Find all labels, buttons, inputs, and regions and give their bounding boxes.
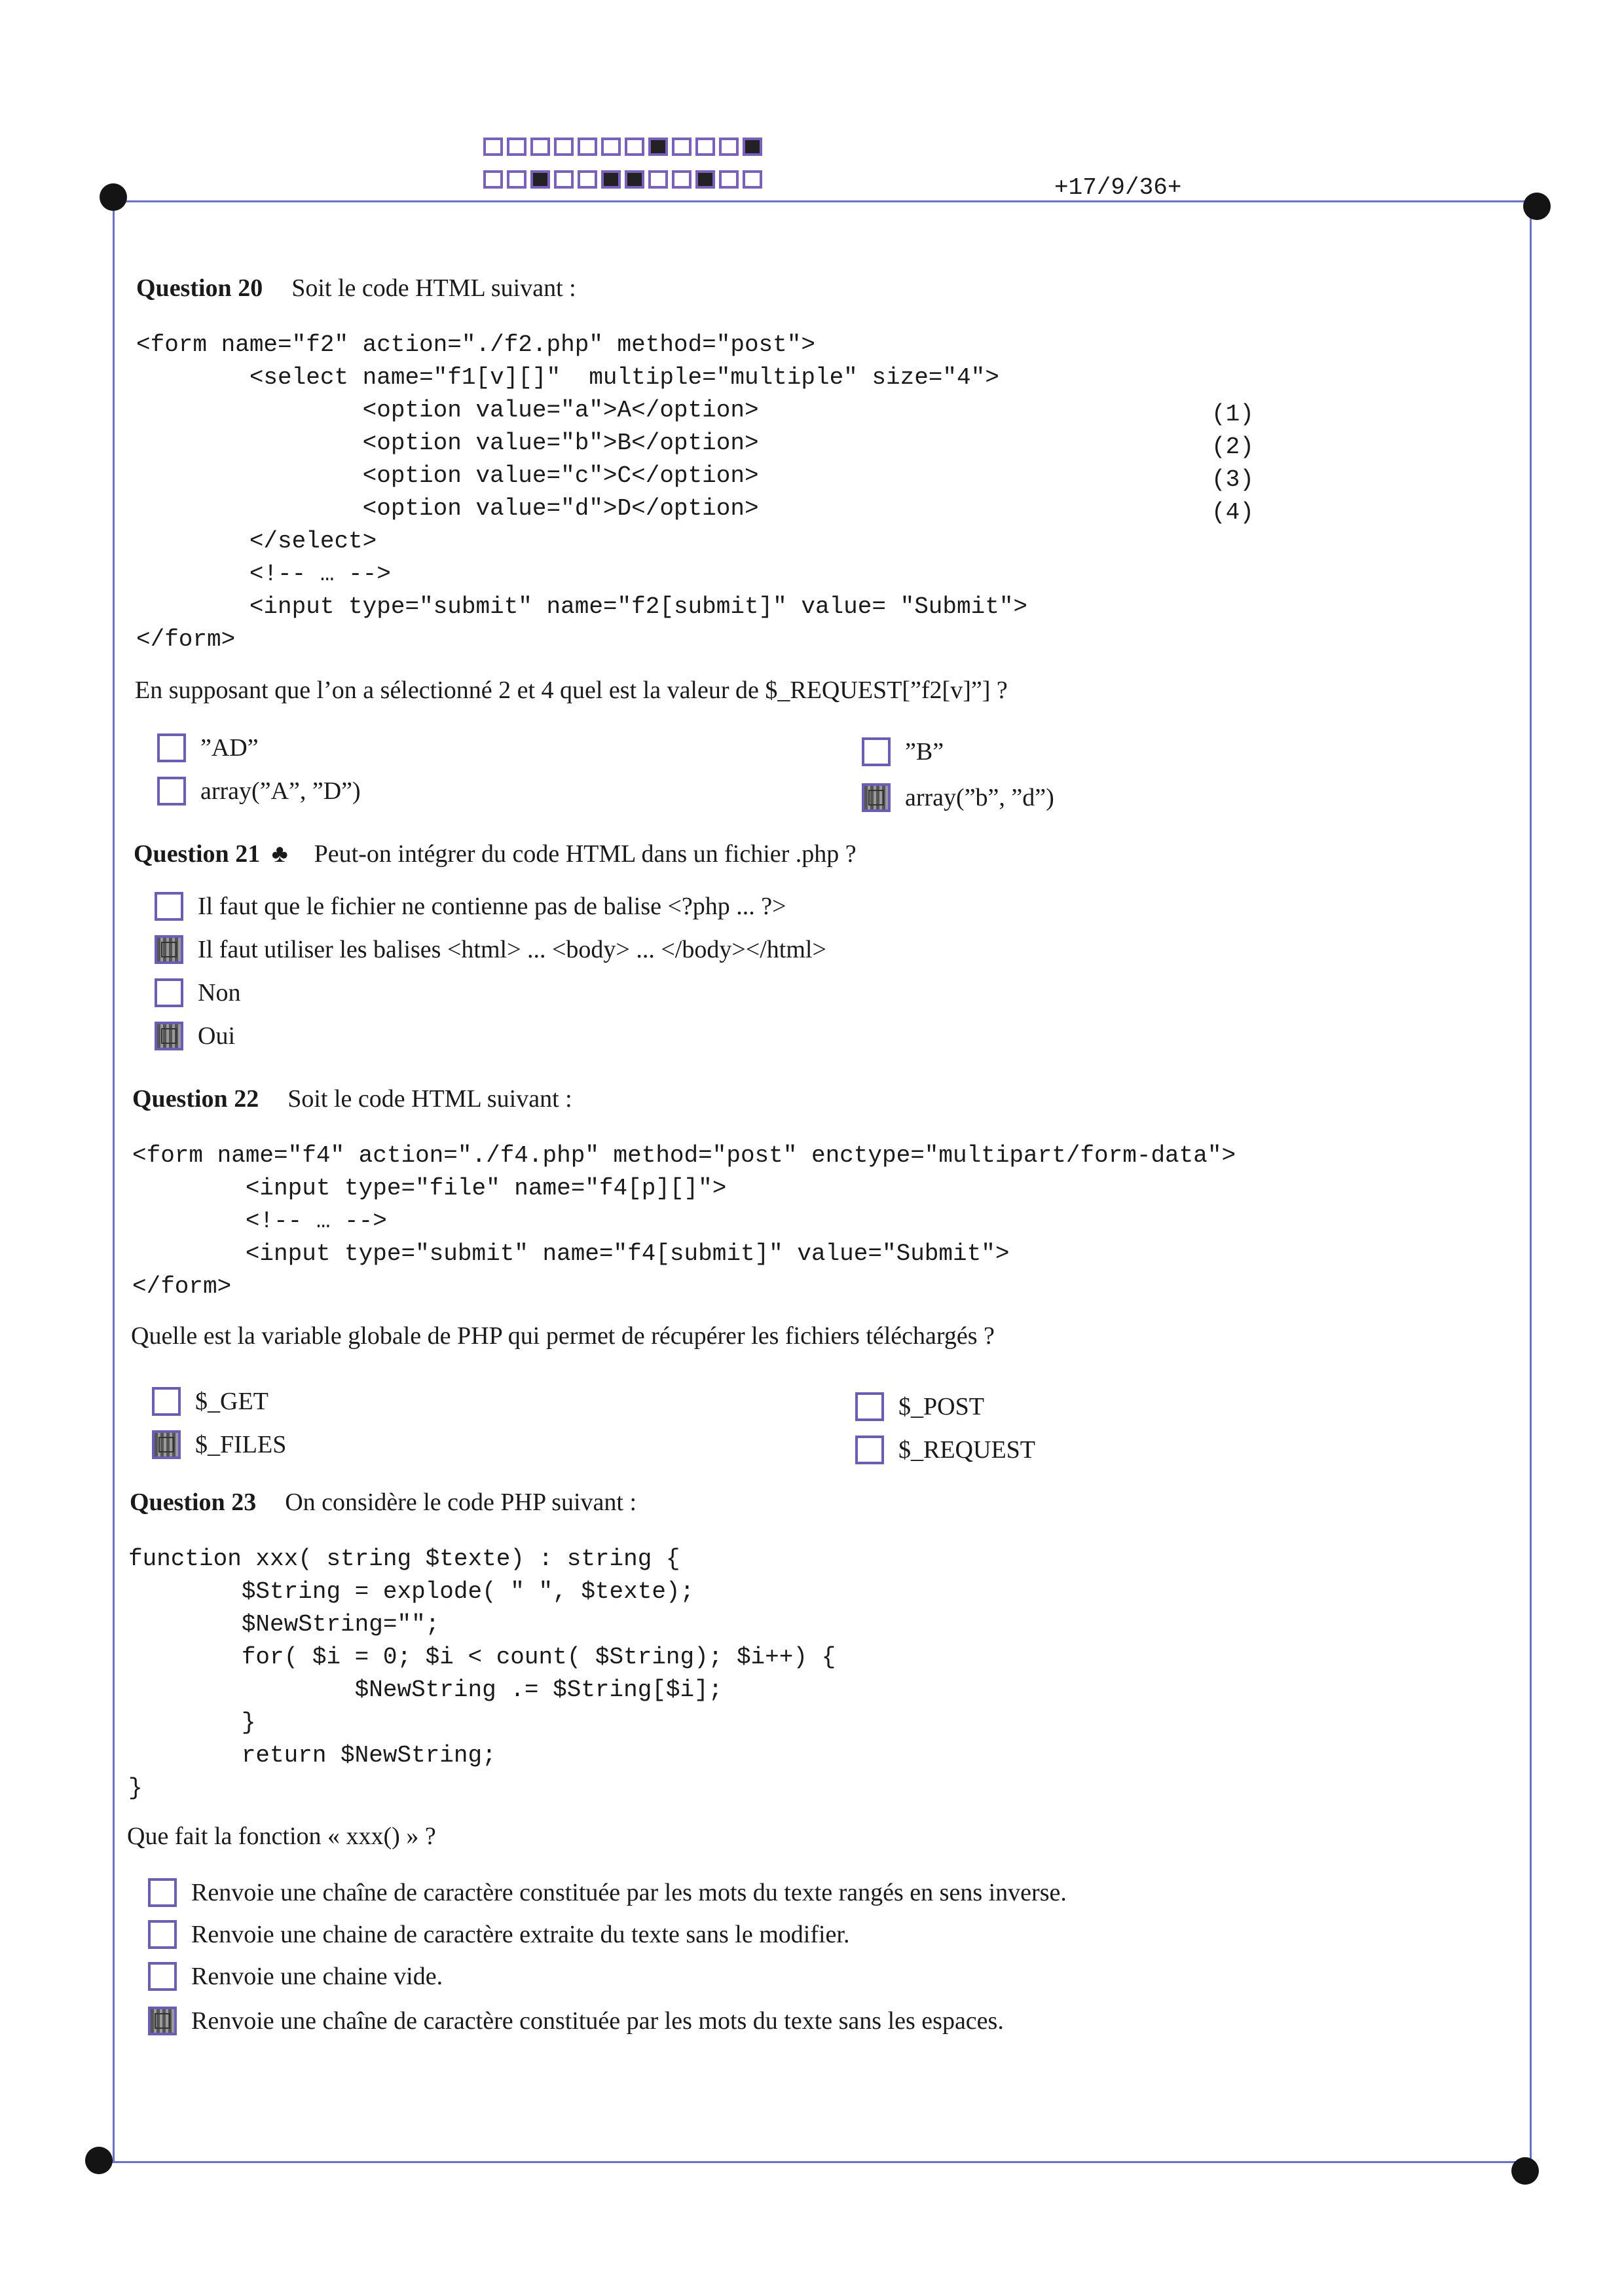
id-marker-box [695, 138, 715, 156]
q20-intro: Soit le code HTML suivant : [291, 274, 576, 302]
id-marker-box [578, 138, 597, 156]
q21-number: Question 21 [134, 840, 261, 868]
q20-answer-ad-label: ”AD” [200, 734, 259, 762]
id-marker-box [530, 138, 550, 156]
page-id: +17/9/36+ [1054, 174, 1182, 201]
q20-answer-b[interactable] [862, 737, 944, 766]
id-marker-box [507, 138, 526, 156]
id-marker-row-bottom [483, 170, 762, 189]
q20-answer-array-a-d[interactable] [157, 777, 361, 805]
q22-answer-post-checkbox[interactable] [855, 1392, 884, 1421]
q20-answer-array-a-d-checkbox[interactable] [157, 777, 186, 805]
frame-right-line [1530, 203, 1532, 2161]
q21-answer-1-label: Il faut que le fichier ne contienne pas de balise <?php ... ?> [198, 893, 786, 920]
q20-answer-array-b-d-checkbox[interactable] [862, 783, 891, 812]
id-marker-box [648, 138, 668, 156]
id-marker-box [648, 170, 668, 189]
q20-answer-array-b-d[interactable] [862, 783, 1054, 812]
corner-mark-top-left [100, 183, 127, 211]
q21-answer-non[interactable] [155, 978, 240, 1007]
q21-answer-non-label: Non [198, 979, 241, 1007]
q20-answer-array-b-d-label: array(”b”, ”d”) [905, 784, 1054, 811]
q22-answer-files-label: $_FILES [195, 1431, 287, 1458]
id-marker-box [601, 170, 621, 189]
frame-left-line [113, 200, 115, 2162]
q23-answer-1-label: Renvoie une chaîne de caractère constituée par les mots du texte rangés en sens inverse. [191, 1879, 1067, 1906]
q23-intro: On considère le code PHP suivant : [285, 1489, 637, 1516]
q23-number: Question 23 [130, 1489, 257, 1516]
corner-mark-top-right [1523, 193, 1551, 220]
q20-line-no-3: (3) [1211, 466, 1254, 493]
q20-line-no-1: (1) [1211, 401, 1254, 428]
q21-answer-1-checkbox[interactable] [155, 892, 183, 921]
q20-answer-array-a-d-label: array(”A”, ”D”) [200, 777, 361, 805]
q22-answer-files-checkbox[interactable] [152, 1430, 181, 1459]
q23-code: function xxx( string $texte) : string { $String = explode( " ", $texte); $NewString=""; for( $i = 0; $i < count( $String); $i++) { $NewString .= $String[$i]; } return $NewString; } [128, 1546, 836, 1802]
q21-answer-non-checkbox[interactable] [155, 978, 183, 1007]
id-marker-box [530, 170, 550, 189]
q22-code: <form name="f4" action="./f4.php" method="post" enctype="multipart/form-data"> <input type="file" name="f4[p][]"> <!-- … --> <input type="submit" name="f4[submit]" value="Submit"> </form> [132, 1142, 1236, 1300]
q22-answer-get-checkbox[interactable] [152, 1387, 181, 1416]
q23-answer-3-label: Renvoie une chaine vide. [191, 1963, 443, 1990]
q23-question: Que fait la fonction « xxx() » ? [127, 1823, 436, 1850]
q21-answer-2-label: Il faut utiliser les balises <html> ... <body> ... </body></html> [198, 936, 826, 963]
q23-answer-4-label: Renvoie une chaîne de caractère constituée par les mots du texte sans les espaces. [191, 2007, 1004, 2035]
q20-code: <form name="f2" action="./f2.php" method="post"> <select name="f1[v][]" multiple="multiple" size="4"> <option value="a">A</option> <option value="b">B</option> <option value="c">C</option> <option value="d">D</option> </select> <!-- … --> <input type="submit" name="f2[submit]" value= "Submit"> </form> [136, 331, 1028, 653]
id-marker-box [601, 138, 621, 156]
q20-line-no-4: (4) [1211, 499, 1254, 526]
id-marker-box [719, 138, 739, 156]
q21-answer-oui[interactable] [155, 1022, 235, 1050]
q22-answer-files[interactable] [152, 1430, 286, 1459]
q20-answer-ad-checkbox[interactable] [157, 733, 186, 762]
q22-number: Question 22 [132, 1085, 259, 1113]
id-marker-box [625, 170, 644, 189]
id-marker-box [743, 138, 762, 156]
id-marker-box [507, 170, 526, 189]
id-marker-box [743, 170, 762, 189]
q20-answer-ad[interactable] [157, 733, 259, 762]
q22-header [132, 1084, 572, 1113]
corner-mark-bottom-left [85, 2147, 113, 2174]
q23-answer-4[interactable] [148, 2007, 1004, 2035]
q22-answer-request[interactable] [855, 1435, 1035, 1464]
q23-answer-2-checkbox[interactable] [148, 1920, 177, 1949]
q22-answer-request-label: $_REQUEST [898, 1436, 1035, 1464]
q20-number: Question 20 [136, 274, 263, 302]
q21-intro: Peut-on intégrer du code HTML dans un fichier .php ? [314, 840, 857, 868]
club-icon: ♣ [271, 840, 288, 868]
id-marker-box [554, 170, 574, 189]
id-marker-box [695, 170, 715, 189]
q22-answer-request-checkbox[interactable] [855, 1435, 884, 1464]
q22-answer-post-label: $_POST [898, 1393, 984, 1420]
q22-answer-get[interactable] [152, 1387, 268, 1416]
id-marker-box [672, 138, 692, 156]
q21-header [134, 840, 857, 868]
q22-answer-get-label: $_GET [195, 1388, 268, 1415]
id-marker-box [483, 170, 503, 189]
q20-header [136, 274, 576, 303]
q23-header [130, 1488, 637, 1517]
q20-question: En supposant que l’on a sélectionné 2 et 4 quel est la valeur de $_REQUEST[”f2[v]”] ? [135, 676, 1008, 704]
q21-answer-oui-label: Oui [198, 1022, 235, 1050]
q22-question: Quelle est la variable globale de PHP qui permet de récupérer les fichiers téléchargés ? [131, 1322, 995, 1350]
q21-answer-2-checkbox[interactable] [155, 935, 183, 964]
q22-intro: Soit le code HTML suivant : [287, 1085, 572, 1113]
q23-answer-2[interactable] [148, 1920, 849, 1949]
q21-answer-2[interactable] [155, 935, 826, 964]
q23-answer-4-checkbox[interactable] [148, 2007, 177, 2035]
id-marker-box [672, 170, 692, 189]
q21-answer-oui-checkbox[interactable] [155, 1022, 183, 1050]
id-marker-row-top [483, 138, 762, 156]
frame-top-line [113, 200, 1544, 202]
id-marker-box [483, 138, 503, 156]
corner-mark-bottom-right [1511, 2157, 1539, 2185]
id-marker-box [719, 170, 739, 189]
q23-answer-1-checkbox[interactable] [148, 1878, 177, 1907]
q22-answer-post[interactable] [855, 1392, 984, 1421]
q23-answer-2-label: Renvoie une chaine de caractère extraite du texte sans le modifier. [191, 1921, 850, 1948]
id-marker-box [578, 170, 597, 189]
id-marker-box [625, 138, 644, 156]
q20-line-no-2: (2) [1211, 434, 1254, 460]
q20-answer-b-label: ”B” [905, 738, 944, 766]
q20-answer-b-checkbox[interactable] [862, 737, 891, 766]
q21-answer-1[interactable] [155, 892, 786, 921]
q23-answer-3-checkbox[interactable] [148, 1962, 177, 1991]
id-marker-box [554, 138, 574, 156]
q23-answer-1[interactable] [148, 1878, 1067, 1907]
frame-bottom-line [100, 2161, 1534, 2163]
q23-answer-3[interactable] [148, 1962, 443, 1991]
